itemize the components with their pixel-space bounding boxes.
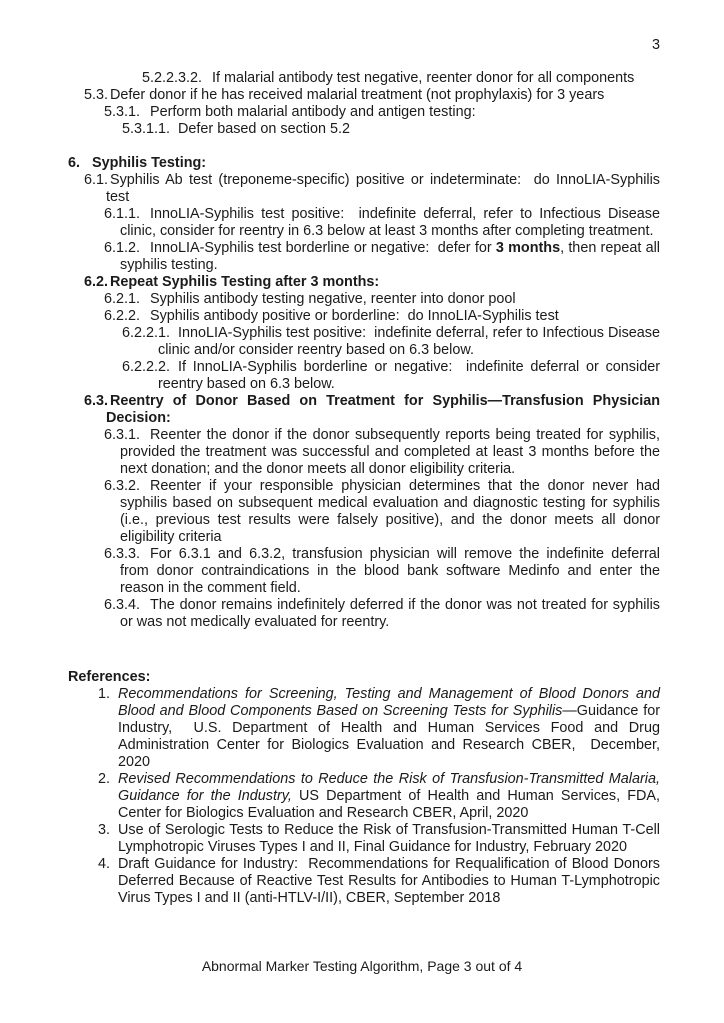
text-segment: InnoLIA-Syphilis test positive: indefinite deferral, refer to Infectious Disease clinic, consider for reentry in 6.3 below at least 3 months after completing treatment. <box>120 206 660 239</box>
references-heading: References: <box>68 669 151 685</box>
text-segment: The donor remains indefinitely deferred if the donor was not treated for syphilis or was not medically evaluated for reentry. <box>120 597 660 630</box>
text-segment: Recommendations for Screening, Testing and Management of Blood Donors and Blood and Blood Components Based on Screening Tests for Syphilis <box>118 686 660 719</box>
list-number: 6.1.1. <box>104 206 141 222</box>
list-number: 6.2.1. <box>104 291 141 307</box>
list-number: 6.3. <box>84 393 109 409</box>
text-segment: If malarial antibody test negative, reenter donor for all components <box>212 70 635 86</box>
list-number: 6.3.4. <box>104 597 141 613</box>
list-item-6-3-3 <box>68 546 660 597</box>
text-segment: Defer based on section 5.2 <box>178 121 350 137</box>
list-item-3 <box>68 822 660 856</box>
text-segment: Syphilis Testing: <box>92 155 207 171</box>
list-number: 5.3.1. <box>104 104 141 120</box>
list-number: 6.2. <box>84 274 109 290</box>
list-number: 5.2.2.3.2. <box>142 70 203 86</box>
text-segment: Perform both malarial antibody and antigen testing: <box>150 104 476 120</box>
list-number: 6.2.2.2. <box>122 359 171 375</box>
references-section <box>68 669 660 907</box>
page-footer: Abnormal Marker Testing Algorithm, Page 3 out of 4 <box>201 958 523 974</box>
text-segment: , then repeat all syphilis testing. <box>120 240 660 273</box>
text-segment: Reenter the donor if the donor subsequently reports being treated for syphilis, provided the treatment was successful and completed at least 3 months before the next donation; and the donor meets all donor eligibility criteria. <box>120 427 660 477</box>
list-item-6-3 <box>68 393 660 427</box>
list-number: 1. <box>98 686 111 702</box>
list-number: 6.3.2. <box>104 478 141 494</box>
text-segment: Syphilis antibody positive or borderline: do InnoLIA-Syphilis test <box>150 308 559 324</box>
list-item-6-2-1 <box>68 291 660 308</box>
list-item-6-3-1 <box>68 427 660 478</box>
list-item-4 <box>68 856 660 907</box>
list-item-6-2 <box>68 274 660 291</box>
text-segment: US Department of Health and Human Services, FDA, Center for Biologics Evaluation and Research CBER, April, 2020 <box>118 788 660 821</box>
list-item-1 <box>68 686 660 771</box>
list-number: 5.3.1.1. <box>122 121 171 137</box>
list-item-6 <box>68 155 660 172</box>
text-segment: For 6.3.1 and 6.3.2, transfusion physician will remove the indefinite deferral from donor contraindications in the blood bank software Medinfo and enter the reason in the comment field. <box>120 546 660 596</box>
text-segment: Defer donor if he has received malarial treatment (not prophylaxis) for 3 years <box>110 87 605 103</box>
list-number: 3. <box>98 822 111 838</box>
outline-list <box>68 70 660 631</box>
list-number: 6.2.2.1. <box>122 325 171 341</box>
list-item-6-2-2-1 <box>68 325 660 359</box>
list-item-6-2-2 <box>68 308 660 325</box>
page-content <box>68 37 660 907</box>
text-segment: If InnoLIA-Syphilis borderline or negative: indefinite deferral or consider reentry based on 6.3 below. <box>158 359 660 392</box>
list-number: 5.3. <box>84 87 109 103</box>
text-segment: —Guidance for Industry, U.S. Department of Health and Human Services Food and Drug Administration Center for Biologics Evaluation and Research CBER, December, 2020 <box>118 703 660 770</box>
list-number: 6.1. <box>84 172 109 188</box>
references-list <box>68 686 660 907</box>
list-item-5-3-1-1 <box>68 121 660 138</box>
text-segment: Repeat Syphilis Testing after 3 months: <box>110 274 380 290</box>
text-segment: InnoLIA-Syphilis test positive: indefinite deferral, refer to Infectious Disease clinic and/or consider reentry based on 6.3 below. <box>158 325 660 358</box>
text-segment: Draft Guidance for Industry: Recommendations for Requalification of Blood Donors Deferred Because of Reactive Test Results for Antibodies to Human T-Lymphotropic Virus Types I and II (anti-HTLV-I/II), CBER, September 2018 <box>118 856 660 906</box>
list-number: 2. <box>98 771 111 787</box>
text-segment: Syphilis antibody testing negative, reenter into donor pool <box>150 291 516 307</box>
list-item-6-1-1 <box>68 206 660 240</box>
text-segment: Syphilis Ab test (treponeme-specific) positive or indeterminate: do InnoLIA-Syphilis test <box>106 172 660 205</box>
list-item-6-1-2 <box>68 240 660 274</box>
text-segment: Revised Recommendations to Reduce the Risk of Transfusion-Transmitted Malaria, Guidance for the Industry, <box>118 771 660 804</box>
list-number: 6.3.3. <box>104 546 141 562</box>
page-number: 3 <box>651 37 660 53</box>
text-segment: Reentry of Donor Based on Treatment for Syphilis—Transfusion Physician Decision: <box>106 393 660 426</box>
list-item-6-1 <box>68 172 660 206</box>
list-item-5-3 <box>68 87 660 104</box>
text-segment: InnoLIA-Syphilis test borderline or negative: defer for <box>150 240 496 256</box>
list-item-6-3-4 <box>68 597 660 631</box>
list-item-2 <box>68 771 660 822</box>
list-number: 6. <box>68 155 81 171</box>
list-number: 6.3.1. <box>104 427 141 443</box>
list-number: 6.1.2. <box>104 240 141 256</box>
text-segment: Reenter if your responsible physician determines that the donor never had syphilis based on subsequent medical evaluation and diagnostic testing for syphilis (i.e., previous test results were falsely positive), and the donor meets all donor eligibility criteria <box>120 478 660 545</box>
list-item-6-2-2-2 <box>68 359 660 393</box>
list-item-6-3-2 <box>68 478 660 546</box>
text-segment: 3 months <box>495 240 561 256</box>
list-number: 6.2.2. <box>104 308 141 324</box>
text-segment: Use of Serologic Tests to Reduce the Risk of Transfusion-Transmitted Human T-Cell Lymphotropic Viruses Types I and II, Final Guidance for Industry, February 2020 <box>118 822 660 855</box>
list-item-5-2-2-3-2 <box>68 70 660 87</box>
list-item-5-3-1 <box>68 104 660 121</box>
list-number: 4. <box>98 856 111 872</box>
